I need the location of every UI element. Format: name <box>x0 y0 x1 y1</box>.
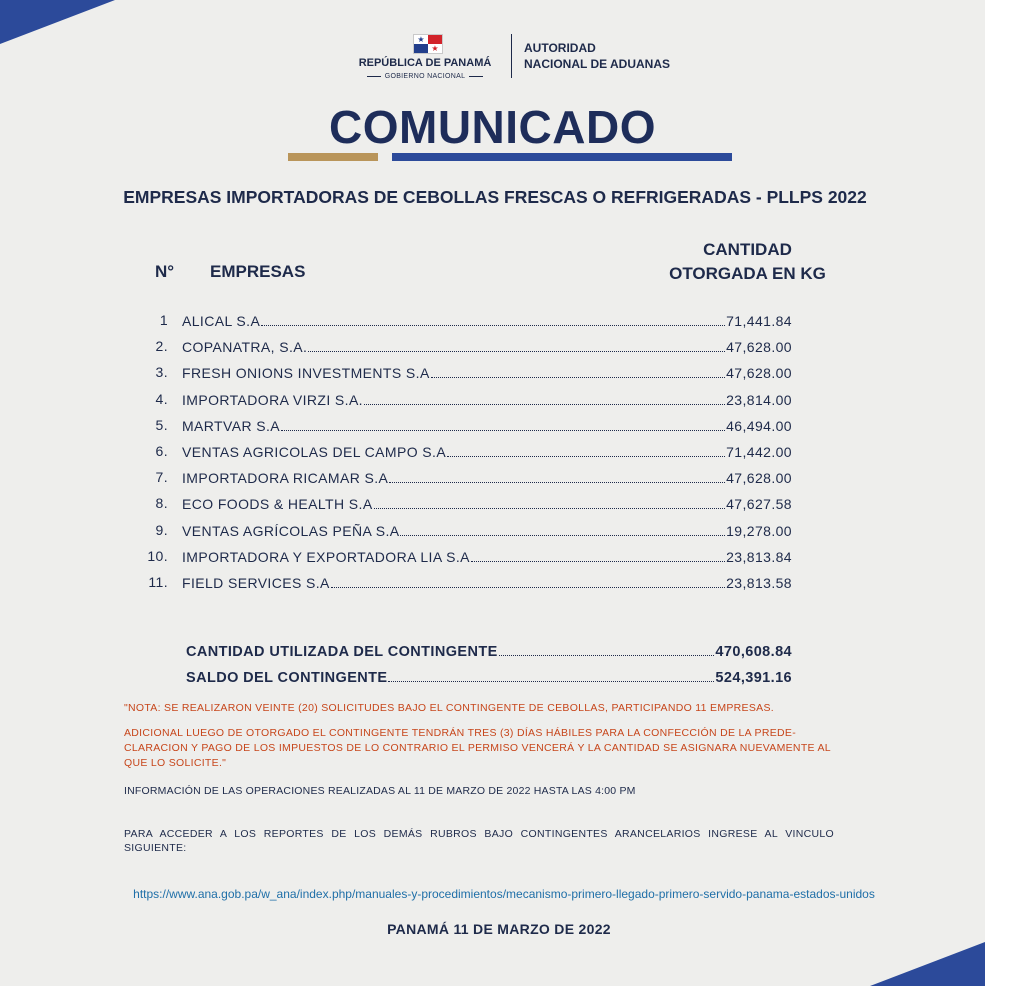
dot-leader <box>471 546 725 562</box>
company-name: VENTAS AGRÍCOLAS PEÑA S.A <box>182 522 400 539</box>
authority-label-line2: NACIONAL DE ADUANAS <box>524 57 671 71</box>
government-label <box>345 73 505 80</box>
row-line <box>182 415 792 436</box>
row-line <box>182 310 792 331</box>
note-deadline: ADICIONAL LUEGO DE OTORGADO EL CONTINGENTE TENDRÁN TRES (3) DÍAS HÁBILES PARA LA CONFECCIÓN DE LA PREDE-CLARACION Y PAGO DE LOS IMPUESTOS DE LO CONTRARIO EL PERMISO VENCERÁ Y LA CANTIDAD SE ASIGNARA NUEVAMENTE AL QUE LO SOLICITE." <box>124 727 831 769</box>
dot-leader <box>374 493 726 509</box>
column-header-number: N° <box>155 262 175 281</box>
quantity-value: 47,628.00 <box>726 339 792 356</box>
header-divider <box>511 34 512 78</box>
company-name: IMPORTADORA VIRZI S.A. <box>182 391 363 408</box>
dot-leader <box>364 389 725 405</box>
page-title: COMUNICADO <box>329 101 656 153</box>
list-item <box>140 310 800 336</box>
quantity-value: 23,813.84 <box>726 548 792 565</box>
government-text: GOBIERNO NACIONAL <box>384 73 466 80</box>
dot-leader <box>388 666 714 682</box>
row-line <box>182 362 792 383</box>
row-number: 5. <box>155 416 168 433</box>
list-item <box>140 336 800 362</box>
corner-decoration-bottom-right <box>870 942 985 986</box>
column-header-quantity <box>640 238 855 286</box>
balance-label: SALDO DEL CONTINGENTE <box>186 670 388 686</box>
row-number: 6. <box>155 442 168 459</box>
reports-link[interactable]: https://www.ana.gob.pa/w_ana/index.php/manuales-y-procedimientos/mecanismo-primero-llegado-primero-servido-panama-estados-unidos <box>133 887 875 901</box>
row-number: 4. <box>155 390 168 407</box>
list-item <box>140 546 800 572</box>
balance-value: 524,391.16 <box>715 670 792 686</box>
header <box>0 32 985 84</box>
row-line <box>182 336 792 357</box>
quantity-value: 71,441.84 <box>726 313 792 329</box>
row-line <box>182 467 792 488</box>
quantity-value: 47,628.00 <box>726 470 792 487</box>
dot-leader <box>447 441 725 457</box>
footer-date: PANAMÁ 11 DE MARZO DE 2022 <box>387 921 611 937</box>
row-number: 11. <box>148 573 168 590</box>
row-number: 7. <box>155 469 168 486</box>
companies-list <box>140 310 800 598</box>
row-number: 8. <box>155 495 168 512</box>
company-name: ECO FOODS & HEALTH S.A <box>182 496 373 513</box>
quantity-value: 47,627.58 <box>726 496 792 513</box>
list-item <box>140 389 800 415</box>
list-item <box>140 415 800 441</box>
list-item <box>140 520 800 546</box>
row-number: 1 <box>159 312 168 328</box>
quantity-value: 71,442.00 <box>726 443 792 460</box>
company-name: FRESH ONIONS INVESTMENTS S.A <box>182 365 430 382</box>
total-used-value: 470,608.84 <box>715 644 792 660</box>
panama-flag-icon: ★ ★ <box>413 34 443 54</box>
row-number: 9. <box>155 521 168 538</box>
quantity-value: 47,628.00 <box>726 365 792 382</box>
dot-leader <box>431 362 725 378</box>
company-name: IMPORTADORA RICAMAR S.A <box>182 470 389 487</box>
row-line <box>182 572 792 593</box>
operations-info: INFORMACIÓN DE LAS OPERACIONES REALIZADAS AL 11 DE MARZO DE 2022 HASTA LAS 4:00 PM <box>124 785 636 797</box>
balance-row <box>186 666 792 692</box>
totals <box>186 640 792 692</box>
row-number: 10. <box>147 547 168 564</box>
column-header-quantity-line1: CANTIDAD <box>703 240 792 259</box>
row-line <box>182 493 792 514</box>
republic-label: REPÚBLICA DE PANAMÁ <box>358 57 492 69</box>
row-line <box>182 520 792 541</box>
total-used-label: CANTIDAD UTILIZADA DEL CONTINGENTE <box>186 644 498 660</box>
company-name: COPANATRA, S.A. <box>182 339 308 356</box>
row-line <box>182 546 792 567</box>
dot-leader <box>281 415 725 431</box>
dot-leader <box>261 310 725 326</box>
page-subtitle: EMPRESAS IMPORTADORAS DE CEBOLLAS FRESCAS O REFRIGERADAS - PLLPS 2022 <box>123 187 867 207</box>
title-underline-blue <box>392 153 732 161</box>
column-header-company: EMPRESAS <box>210 262 306 281</box>
access-instructions: PARA ACCEDER A LOS REPORTES DE LOS DEMÁS RUBROS BAJO CONTINGENTES ARANCELARIOS INGRESE AL VINCULO SIGUIENTE: <box>124 828 834 854</box>
dot-leader <box>389 467 725 483</box>
list-item <box>140 441 800 467</box>
company-name: VENTAS AGRICOLAS DEL CAMPO S.A <box>182 443 447 460</box>
dot-leader <box>499 640 715 656</box>
dot-leader <box>400 520 725 536</box>
dot-leader <box>331 572 725 588</box>
list-item <box>140 362 800 388</box>
column-header-quantity-line2: OTORGADA EN KG <box>669 264 826 283</box>
row-line <box>182 441 792 462</box>
authority-label-line1: AUTORIDAD <box>524 41 596 55</box>
company-name: IMPORTADORA Y EXPORTADORA LIA S.A <box>182 548 470 565</box>
title-underline-gold <box>288 153 378 161</box>
company-name: MARTVAR S.A <box>182 417 281 434</box>
dot-leader <box>308 336 725 352</box>
row-number: 2. <box>155 338 168 355</box>
company-name: FIELD SERVICES S.A <box>182 574 330 591</box>
list-item <box>140 572 800 598</box>
company-name: ALICAL S.A <box>182 313 261 329</box>
list-item <box>140 493 800 519</box>
quantity-value: 19,278.00 <box>726 522 792 539</box>
quantity-value: 23,813.58 <box>726 574 792 591</box>
row-number: 3. <box>155 364 168 381</box>
list-item <box>140 467 800 493</box>
row-line <box>182 389 792 410</box>
quantity-value: 46,494.00 <box>726 417 792 434</box>
note-participation: "NOTA: SE REALIZARON VEINTE (20) SOLICITUDES BAJO EL CONTINGENTE DE CEBOLLAS, PARTICIPANDO 11 EMPRESAS. <box>124 702 774 714</box>
quantity-value: 23,814.00 <box>726 391 792 408</box>
total-used-row <box>186 640 792 666</box>
